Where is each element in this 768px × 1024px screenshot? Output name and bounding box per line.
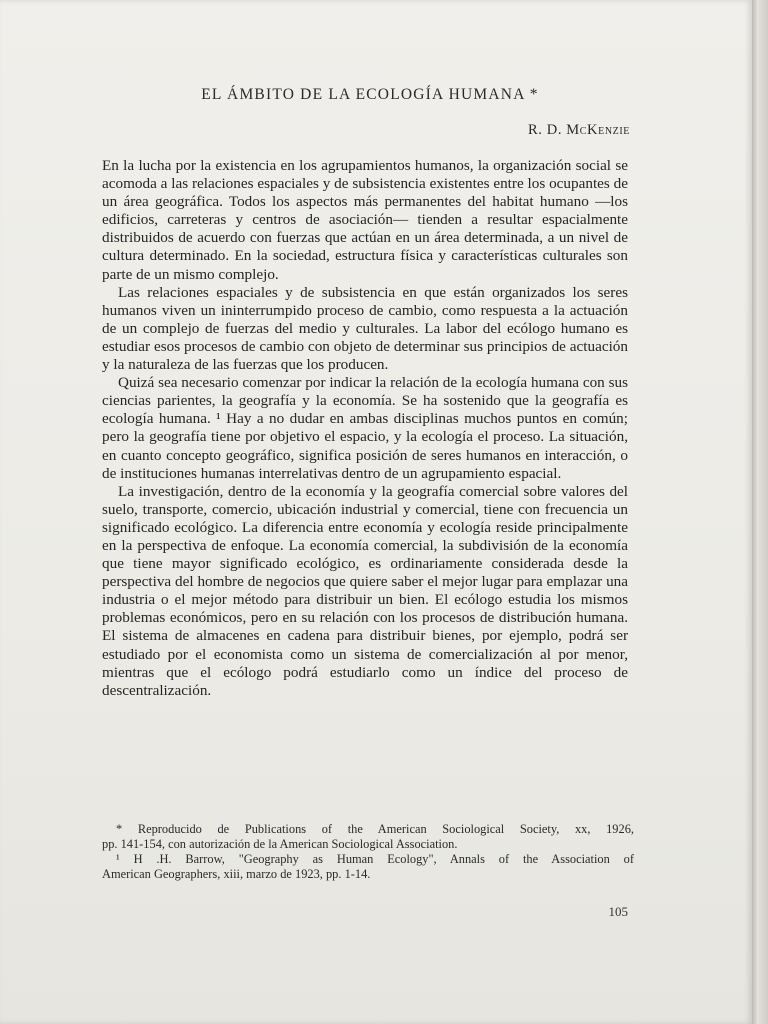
- paragraph-2: Las relaciones espaciales y de subsistencia en que están organizados los seres humanos viven un ininterrumpido proceso de cambio, como respuesta a la actuación de un complejo de fuerzas del medio y culturales. La labor del ecólogo humano es estudiar esos procesos de cambio con objeto de determinar sus principios de actuación y la naturaleza de las fuerzas que los producen.: [102, 283, 628, 374]
- footnote-2-line-1: ¹ H .H. Barrow, "Geography as Human Ecology", Annals of the Association of: [116, 852, 634, 866]
- page-edge: [752, 0, 768, 1024]
- author-name: R. D. McKenzie: [528, 122, 630, 138]
- footnote-2: [102, 852, 634, 883]
- footnote-1-line-2: pp. 141-154, con autorización de la American Sociological Association.: [102, 837, 458, 852]
- page-number: 105: [608, 904, 628, 919]
- footnote-1: [102, 822, 634, 853]
- paragraph-4: La investigación, dentro de la economía y la geografía comercial sobre valores del suelo, transporte, comercio, ubicación industrial y comercial, tiene con frecuencia un significado ecológico. La diferencia entre economía y ecología reside principalmente en la perspectiva de enfoque. La economía comercial, la subdivisión de la economía que tiene mayor significado ecológico, es ordinariamente considerada desde la perspectiva del hombre de negocios que quiere saber el mejor lugar para emplazar una industria o el mejor método para distribuir un bien. El ecólogo estudia los mismos problemas económicos, pero en su relación con los procesos de distribución humana. El sistema de almacenes en cadena para distribuir bienes, por ejemplo, podrá ser estudiado por el economista como un sistema de comercialización al por menor, mientras que el ecólogo podrá estudiarlo como un índice del proceso de descentralización.: [102, 482, 628, 699]
- body-text: [102, 157, 628, 700]
- paragraph-1: En la lucha por la existencia en los agrupamientos humanos, la organización social se acomoda a las relaciones espaciales y de subsistencia existentes entre los ocupantes de un área geográfica. Todos los aspectos más permanentes del habitat humano —los edificios, carreteras y centros de asociación— tienden a resultar espacialmente distribuidos de acuerdo con fuerzas que actúan en un área determinada, a un nivel de cultura determinado. En la sociedad, estructura física y características culturales son parte de un mismo complejo.: [102, 157, 628, 283]
- footnote-2-line-2: American Geographers, xiii, marzo de 1923, pp. 1-14.: [102, 867, 371, 882]
- footnote-1-line-1: * Reproducido de Publications of the American Sociological Society, xx, 1926,: [116, 822, 634, 836]
- chapter-title: EL ÁMBITO DE LA ECOLOGÍA HUMANA *: [201, 86, 539, 103]
- paragraph-3: Quizá sea necesario comenzar por indicar la relación de la ecología humana con sus ciencias parientes, la geografía y la economía. Se ha sostenido que la geografía es ecología humana. ¹ Hay a no dudar en ambas disciplinas muchos puntos en común; pero la geografía tiene por objetivo el espacio, y la ecología el proceso. La situación, en cuanto concepto geográfico, significa posición de seres humanos en interacción, o de instituciones humanas interrelativas dentro de un agrupamiento espacial.: [102, 374, 628, 482]
